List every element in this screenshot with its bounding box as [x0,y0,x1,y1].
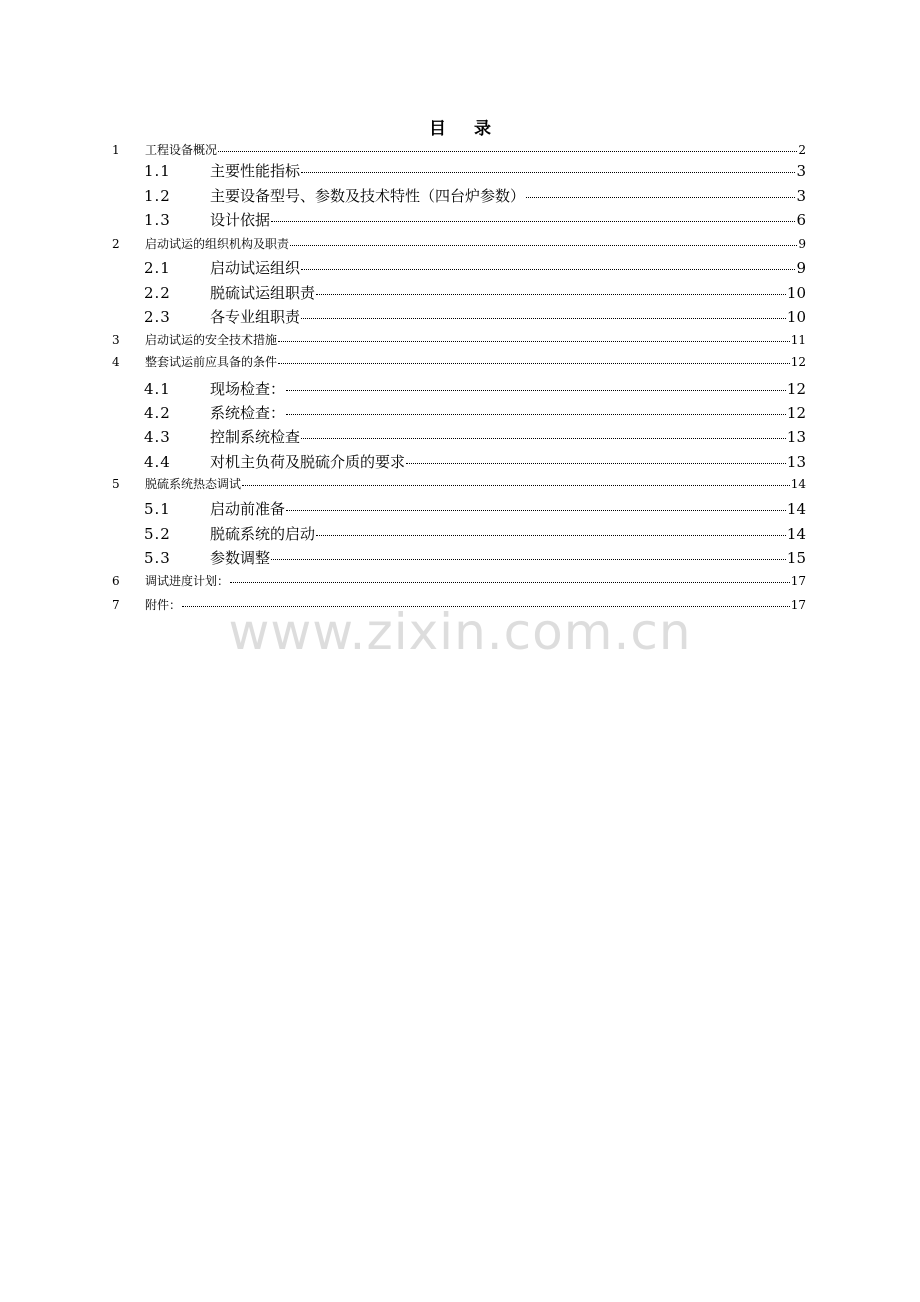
toc-leader-dots [271,210,795,225]
toc-entry-title: 脱硫试运组职责 [210,284,316,302]
toc-entry[interactable] [112,596,806,614]
toc-entry[interactable] [144,498,806,520]
toc-leader-dots [230,573,790,585]
toc-entry-title: 附件： [145,598,182,612]
toc-entry-number: 5.3 [144,549,171,567]
toc-entry-page: 13 [786,453,806,471]
toc-entry-title: 系统检查： [210,404,286,422]
watermark: www.zixin.com.cn [228,603,692,661]
toc-entry-number: 6 [112,574,120,588]
toc-leader-dots [286,499,786,514]
toc-entry[interactable] [112,353,806,371]
toc-entry-title: 启动试运的组织机构及职责 [145,237,290,251]
toc-entry[interactable] [112,235,806,253]
toc-entry-title: 主要设备型号、参数及技术特性（四台炉参数） [210,187,526,205]
toc-entry-title: 各专业组职责 [210,308,301,326]
toc-leader-dots [286,403,786,418]
toc-entry-number: 5.2 [144,525,171,543]
toc-leader-dots [286,379,786,394]
toc-entry-number: 4.3 [144,428,171,446]
toc-entry-page: 17 [790,598,806,612]
toc-leader-dots [526,186,795,201]
toc-entry-title: 设计依据 [210,211,271,229]
toc-leader-dots [301,161,795,176]
toc-entry[interactable] [144,451,806,473]
toc-entry-page: 15 [786,549,806,567]
toc-entry[interactable] [112,331,806,349]
toc-entry-page: 3 [796,187,806,205]
toc-entry-page: 12 [786,380,806,398]
toc-entry[interactable] [144,426,806,448]
title-char-1: 目 [429,119,446,139]
toc-entry-page: 2 [798,143,806,157]
toc-entry-number: 5 [112,477,120,491]
toc-entry-page: 12 [790,355,806,369]
toc-entry-number: 4.2 [144,404,171,422]
toc-entry-number: 5.1 [144,500,171,518]
toc-leader-dots [316,283,786,298]
toc-entry-number: 1.3 [144,211,171,229]
toc-entry-number: 1.1 [144,162,171,180]
toc-leader-dots [271,548,786,563]
page-title [0,114,920,139]
toc-entry-title: 参数调整 [210,549,271,567]
toc-entry[interactable] [144,160,806,182]
toc-entry-number: 2.1 [144,259,171,277]
toc-entry-number: 4 [112,355,120,369]
toc-entry-page: 9 [796,259,806,277]
toc-entry-title: 主要性能指标 [210,162,301,180]
toc-entry[interactable] [144,547,806,569]
toc-leader-dots [218,142,797,154]
toc-entry-page: 10 [786,284,806,302]
toc-leader-dots [406,452,786,467]
toc-entry-page: 10 [786,308,806,326]
toc-entry-number: 2 [112,237,120,251]
toc-leader-dots [242,476,790,488]
toc-leader-dots [301,258,795,273]
toc-entry-title: 启动试运的安全技术措施 [145,333,278,347]
toc-entry-title: 启动前准备 [210,500,286,518]
toc-entry[interactable] [112,475,806,493]
toc-entry-page: 9 [798,237,806,251]
toc-entry-page: 14 [790,477,806,491]
toc-entry[interactable] [112,141,806,159]
toc-entry-title: 调试进度计划： [145,574,230,588]
toc-leader-dots [301,307,786,322]
toc-entry-title: 对机主负荷及脱硫介质的要求 [210,453,406,471]
toc-entry-page: 12 [786,404,806,422]
toc-leader-dots [301,427,786,442]
toc-leader-dots [290,236,797,248]
toc-entry-title: 脱硫系统的启动 [210,525,316,543]
toc-leader-dots [278,354,790,366]
toc-entry-number: 7 [112,598,120,612]
toc-entry-number: 1.2 [144,187,171,205]
toc-entry-page: 11 [790,333,806,347]
toc-leader-dots [182,597,790,609]
toc-entry-page: 14 [786,500,806,518]
toc-entry[interactable] [144,523,806,545]
toc-entry-page: 3 [796,162,806,180]
toc-entry-page: 14 [786,525,806,543]
toc-entry-title: 启动试运组织 [210,259,301,277]
toc-entry[interactable] [144,257,806,279]
toc-entry-page: 6 [796,211,806,229]
toc-entry-number: 1 [112,143,120,157]
toc-leader-dots [316,524,786,539]
toc-entry-title: 脱硫系统热态调试 [145,477,242,491]
toc-entry-title: 控制系统检查 [210,428,301,446]
toc-entry-number: 2.3 [144,308,171,326]
toc-entry[interactable] [144,209,806,231]
toc-entry-number: 2.2 [144,284,171,302]
toc-entry[interactable] [144,185,806,207]
toc-entry[interactable] [144,306,806,328]
toc-entry-number: 4.1 [144,380,171,398]
toc-entry-page: 13 [786,428,806,446]
toc-entry[interactable] [112,572,806,590]
toc-entry-title: 现场检查： [210,380,286,398]
toc-entry-title: 整套试运前应具备的条件 [145,355,278,369]
toc-entry-number: 3 [112,333,120,347]
toc-entry[interactable] [144,282,806,304]
toc-entry-page: 17 [790,574,806,588]
toc-entry[interactable] [144,402,806,424]
title-char-2: 录 [474,119,491,139]
toc-entry[interactable] [144,378,806,400]
toc-entry-number: 4.4 [144,453,171,471]
toc-entry-title: 工程设备概况 [145,143,218,157]
toc-leader-dots [278,332,790,344]
